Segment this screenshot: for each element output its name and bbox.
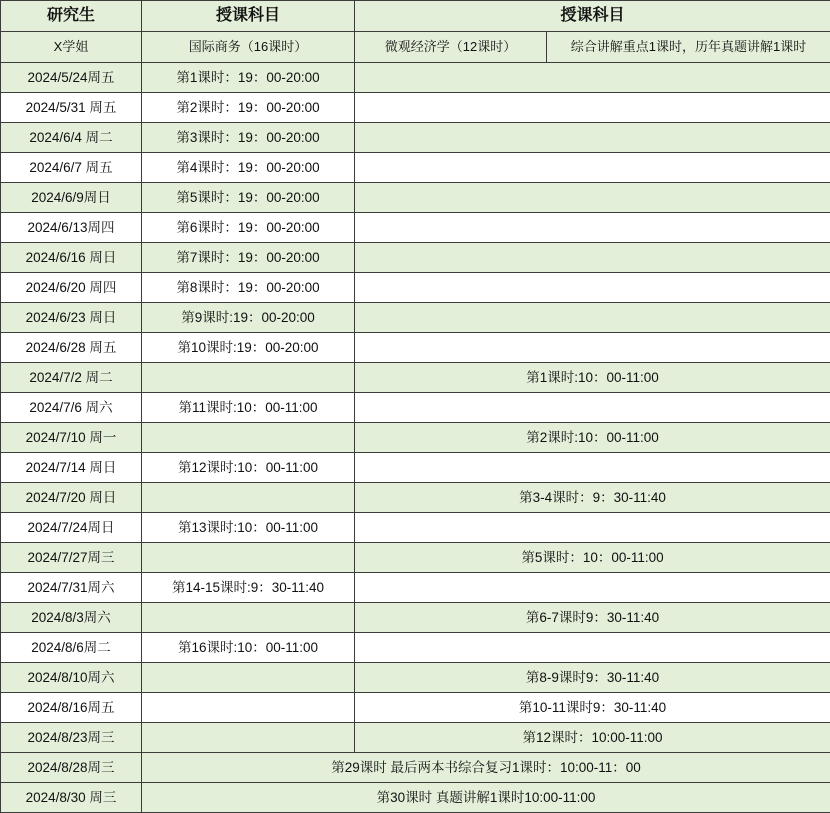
date-cell: 2024/8/10周六	[1, 663, 142, 693]
microeconomics-cell: 第5课时：10：00-11:00	[355, 543, 830, 573]
microeconomics-cell: 第3-4课时：9：30-11:40	[355, 483, 830, 513]
schedule-row	[1, 663, 830, 693]
schedule-row	[1, 243, 830, 273]
international-business-cell: 第1课时：19：00-20:00	[142, 63, 355, 93]
international-business-cell: 第13课时:10：00-11:00	[142, 513, 355, 543]
international-business-cell: 第16课时:10：00-11:00	[142, 633, 355, 663]
international-business-cell: 第9课时:19：00-20:00	[142, 303, 355, 333]
international-business-cell: 第7课时：19：00-20:00	[142, 243, 355, 273]
date-cell: 2024/7/6 周六	[1, 393, 142, 423]
international-business-cell: 第10课时:19：00-20:00	[142, 333, 355, 363]
schedule-row	[1, 393, 830, 423]
header-subject: 授课科目	[142, 1, 355, 32]
microeconomics-cell	[355, 633, 830, 663]
date-cell: 2024/6/9周日	[1, 183, 142, 213]
international-business-cell	[142, 363, 355, 393]
schedule-row	[1, 363, 830, 393]
microeconomics-cell: 第2课时:10：00-11:00	[355, 423, 830, 453]
international-business-cell	[142, 423, 355, 453]
date-cell: 2024/7/2 周二	[1, 363, 142, 393]
international-business-cell: 第3课时：19：00-20:00	[142, 123, 355, 153]
date-cell: 2024/6/23 周日	[1, 303, 142, 333]
schedule-row	[1, 333, 830, 363]
schedule-row	[1, 213, 830, 243]
schedule-row	[1, 303, 830, 333]
microeconomics-cell: 第12课时：10:00-11:00	[355, 723, 830, 753]
schedule-row	[1, 693, 830, 723]
schedule-row	[1, 453, 830, 483]
subject-review: 综合讲解重点1课时，历年真题讲解1课时	[547, 32, 830, 63]
international-business-cell: 第6课时：19：00-20:00	[142, 213, 355, 243]
date-cell: 2024/7/20 周日	[1, 483, 142, 513]
schedule-row	[1, 513, 830, 543]
microeconomics-cell	[355, 273, 830, 303]
date-cell: 2024/8/23周三	[1, 723, 142, 753]
header-graduate: 研究生	[1, 1, 142, 32]
subject-international-business: 国际商务（16课时）	[142, 32, 355, 63]
microeconomics-cell: 第10-11课时9：30-11:40	[355, 693, 830, 723]
international-business-cell: 第14-15课时:9：30-11:40	[142, 573, 355, 603]
schedule-row	[1, 183, 830, 213]
microeconomics-cell	[355, 63, 830, 93]
date-cell: 2024/6/16 周日	[1, 243, 142, 273]
international-business-cell: 第8课时：19：00-20:00	[142, 273, 355, 303]
date-cell: 2024/7/27周三	[1, 543, 142, 573]
schedule-row	[1, 123, 830, 153]
international-business-cell	[142, 483, 355, 513]
review-row	[1, 783, 830, 813]
subheader-row	[1, 32, 830, 63]
microeconomics-cell	[355, 153, 830, 183]
date-cell: 2024/7/10 周一	[1, 423, 142, 453]
microeconomics-cell: 第6-7课时9：30-11:40	[355, 603, 830, 633]
date-cell: 2024/6/28 周五	[1, 333, 142, 363]
schedule-row	[1, 603, 830, 633]
date-cell: 2024/8/16周五	[1, 693, 142, 723]
microeconomics-cell: 第1课时:10：00-11:00	[355, 363, 830, 393]
schedule-row	[1, 543, 830, 573]
review-session-cell: 第29课时 最后两本书综合复习1课时：10:00-11：00	[142, 753, 830, 783]
schedule-row	[1, 423, 830, 453]
microeconomics-cell	[355, 183, 830, 213]
header-row	[1, 1, 830, 32]
international-business-cell	[142, 603, 355, 633]
microeconomics-cell	[355, 93, 830, 123]
microeconomics-cell	[355, 453, 830, 483]
date-cell: 2024/5/31 周五	[1, 93, 142, 123]
schedule-row	[1, 633, 830, 663]
date-cell: 2024/7/31周六	[1, 573, 142, 603]
date-cell: 2024/6/7 周五	[1, 153, 142, 183]
microeconomics-cell	[355, 513, 830, 543]
review-session-cell: 第30课时 真题讲解1课时10:00-11:00	[142, 783, 830, 813]
microeconomics-cell	[355, 573, 830, 603]
international-business-cell	[142, 543, 355, 573]
date-cell: 2024/6/4 周二	[1, 123, 142, 153]
international-business-cell: 第11课时:10：00-11:00	[142, 393, 355, 423]
international-business-cell	[142, 663, 355, 693]
date-cell: 2024/8/30 周三	[1, 783, 142, 813]
date-cell: 2024/6/20 周四	[1, 273, 142, 303]
microeconomics-cell: 第8-9课时9：30-11:40	[355, 663, 830, 693]
international-business-cell: 第12课时:10：00-11:00	[142, 453, 355, 483]
schedule-row	[1, 63, 830, 93]
schedule-row	[1, 93, 830, 123]
date-cell: 2024/6/13周四	[1, 213, 142, 243]
date-cell: 2024/8/28周三	[1, 753, 142, 783]
international-business-cell	[142, 723, 355, 753]
international-business-cell	[142, 693, 355, 723]
date-cell: 2024/7/14 周日	[1, 453, 142, 483]
date-cell: 2024/5/24周五	[1, 63, 142, 93]
microeconomics-cell	[355, 243, 830, 273]
microeconomics-cell	[355, 123, 830, 153]
microeconomics-cell	[355, 393, 830, 423]
microeconomics-cell	[355, 213, 830, 243]
microeconomics-cell	[355, 303, 830, 333]
schedule-row	[1, 273, 830, 303]
header-subject-2: 授课科目	[355, 1, 830, 32]
student-name: X学姐	[1, 32, 142, 63]
date-cell: 2024/7/24周日	[1, 513, 142, 543]
subject-microeconomics: 微观经济学（12课时）	[355, 32, 547, 63]
schedule-row	[1, 153, 830, 183]
international-business-cell: 第2课时：19：00-20:00	[142, 93, 355, 123]
schedule-row	[1, 723, 830, 753]
international-business-cell: 第5课时：19：00-20:00	[142, 183, 355, 213]
schedule-row	[1, 483, 830, 513]
date-cell: 2024/8/3周六	[1, 603, 142, 633]
review-row	[1, 753, 830, 783]
microeconomics-cell	[355, 333, 830, 363]
schedule-row	[1, 573, 830, 603]
date-cell: 2024/8/6周二	[1, 633, 142, 663]
international-business-cell: 第4课时：19：00-20:00	[142, 153, 355, 183]
